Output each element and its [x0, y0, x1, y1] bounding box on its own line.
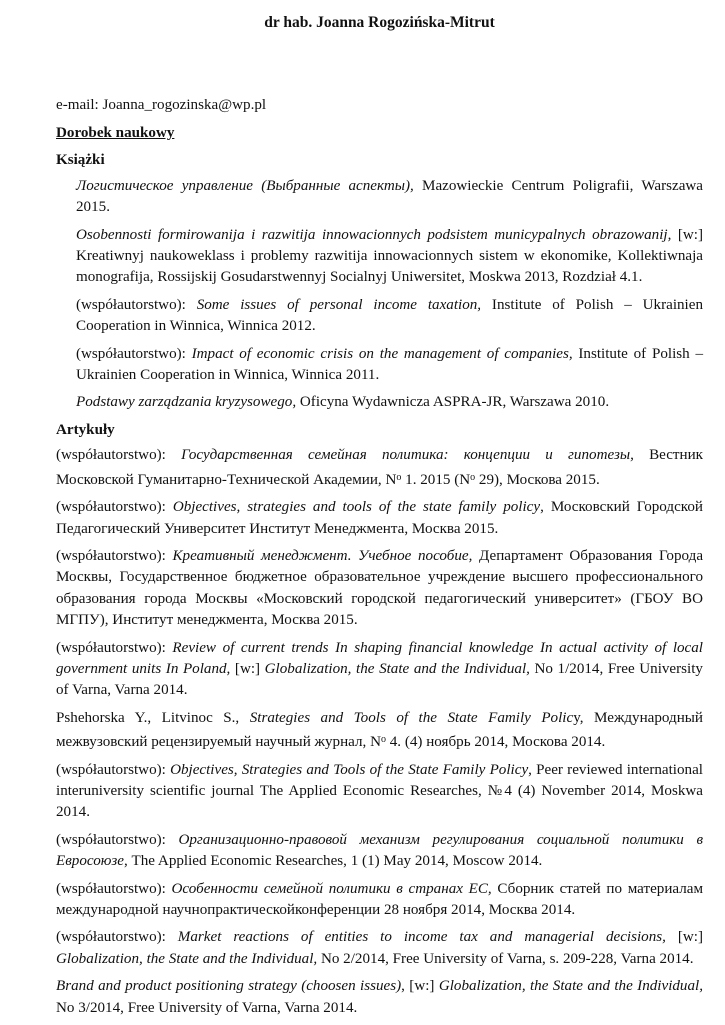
article-prefix: (współautorstwo):: [56, 639, 173, 656]
book-entry: [56, 225, 703, 289]
book-prefix: (współautorstwo):: [76, 296, 197, 313]
articles-list: [56, 445, 703, 1019]
article-prefix: (współautorstwo):: [56, 831, 179, 848]
article-entry: [56, 497, 703, 540]
article-source: , The Applied Economic Researches, 1 (1) May 2014, Moscow 2014.: [123, 853, 543, 870]
books-list: [56, 176, 703, 414]
section-achievements: Dorobek naukowy: [56, 125, 175, 141]
article-entry: [56, 976, 703, 1019]
article-source: , Peer reviewed international interuniversity scientific journal The Applied Economic Researches, №4 (4) November 2014, Moskwa 2014.: [56, 761, 703, 821]
article-source: No 3/2014, Free University of Varna, Varna 2014.: [56, 999, 358, 1016]
article-title: Objectives, Strategies and Tools of the State Family Policy: [170, 761, 529, 778]
article-in: [w:]: [665, 929, 703, 946]
book-title: Impact of economic crisis on the management of companies,: [191, 345, 573, 362]
article-title: Brand and product positioning strategy (choosen issues): [56, 978, 402, 995]
article-prefix: (współautorstwo):: [56, 447, 182, 464]
section-articles: Artykuły: [56, 421, 115, 438]
book-entry: [56, 344, 703, 387]
article-source: y, Международный межвузовский рецензируемый научный журнал, N: [56, 709, 704, 751]
article-prefix: (współautorstwo):: [56, 761, 171, 778]
book-title: Osobennosti formirowanija i razwitija innowacionnych podsistem municypalnych obrazowanij,: [76, 226, 672, 243]
number-mark: o: [396, 471, 402, 483]
book-title: Some issues of personal income taxation,: [196, 296, 482, 313]
book-entry: [56, 176, 703, 219]
email-address: Joanna_rogozinska@wp.pl: [102, 97, 267, 113]
article-source: 1. 2015 (N: [401, 471, 471, 488]
author-name: dr hab. Joanna Rogozińska-Mitrut: [264, 14, 495, 31]
journal-title: Globalization, the State and the Individual,: [264, 660, 530, 677]
article-prefix: (współautorstwo):: [56, 880, 172, 897]
article-entry: [56, 927, 703, 970]
article-prefix: (współautorstwo):: [56, 929, 178, 946]
article-source: 4. (4) ноябрь 2014, Москова 2014.: [385, 734, 606, 751]
article-title: Review of current trends In shaping financial knowledge In actual activity of local government units In Poland,: [56, 639, 703, 677]
book-publisher: Mazowieckie Centrum Poligrafii, Warszawa 2015.: [76, 177, 703, 216]
article-entry: [56, 708, 703, 754]
article-entry: [56, 879, 703, 922]
book-title: Podstawy zarządzania kryzysowego,: [76, 394, 297, 411]
book-title: Логистическое управление (Выбранные аспекты),: [76, 177, 414, 194]
book-entry: [56, 295, 703, 338]
book-publisher: [w:] Kreatiwnyj naukoweklass i problemy razwitija innowacionnych sistem w ekonomike, Kollektiwnaja monografija, Rossijskij Gosudarstwennyj Socialnyj Uniwersitet, Moskwa 2013, Rozdział 4.1.: [76, 226, 703, 286]
journal-title: Globalization, the State and the Individual,: [438, 978, 703, 995]
article-in: , [w:]: [401, 978, 439, 995]
article-source: Департамент Образования Города Москвы, Государственное бюджетное образовательное учреждение высшего профессионального образования города Москвы «Московский городской педагогический университет» (ГБОУ ВО МГПУ), Институт менеджмента, Москва 2015.: [56, 547, 704, 629]
article-title: Креативный менеджмент. Учебное пособие,: [172, 547, 473, 564]
article-prefix: (współautorstwo):: [56, 499, 173, 516]
books-block: [56, 123, 703, 1025]
article-source: 29), Москова 2015.: [475, 471, 600, 488]
email-label: e-mail:: [56, 97, 99, 113]
article-source: , Московский Городской Педагогический Университет Институт Менеджмента, Москва 2015.: [56, 499, 703, 537]
article-source: No 1/2014, Free University of Varna, Varna 2014.: [56, 660, 703, 699]
book-publisher: Institute of Polish – Ukrainien Cooperation in Winnica, Winnica 2011.: [76, 345, 704, 384]
article-title: Государственная семейная политика: концепции и гипотезы,: [181, 447, 634, 464]
book-publisher: Institute of Polish – Ukrainien Cooperation in Winnica, Winnica 2012.: [76, 296, 703, 335]
book-entry: [56, 392, 703, 413]
article-entry: [56, 830, 703, 873]
book-publisher: Oficyna Wydawnicza ASPRA-JR, Warszawa 2010.: [296, 394, 610, 411]
article-prefix: (współautorstwo):: [56, 547, 173, 564]
journal-title: Globalization, the State and the Individual,: [56, 950, 318, 967]
article-entry: [56, 760, 703, 824]
number-mark: o: [380, 734, 386, 746]
section-books: Książki: [56, 152, 105, 169]
article-prefix: Pshehorska Y., Litvinoc S.,: [56, 709, 250, 726]
article-entry: [56, 546, 703, 632]
article-title: Strategies and Tools of the State Family Polic: [249, 709, 574, 726]
book-prefix: (współautorstwo):: [76, 345, 192, 362]
article-title: Организационно-правовой механизм регулирования социальной политики в Евросоюзе: [56, 831, 704, 870]
article-source: Сборник статей по материалам международной научнопрактическойконференции 28 ноября 2014, Москва 2014.: [56, 880, 704, 918]
article-title: Objectives, strategies and tools of the state family policy: [172, 499, 541, 516]
article-entry: [56, 445, 703, 491]
article-title: Market reactions of entities to income tax and managerial decisions,: [177, 929, 666, 946]
article-entry: [56, 638, 703, 702]
article-in: [w:]: [230, 660, 265, 677]
article-source: No 2/2014, Free University of Varna, s. 209-228, Varna 2014.: [317, 950, 694, 967]
article-title: Особенности семейной политики в странах ЕС,: [171, 880, 492, 897]
contact-line: [56, 95, 266, 116]
number-mark: o: [470, 471, 476, 483]
article-source: Вестник Московской Гуманитарно-Технической Академии, N: [56, 447, 704, 488]
